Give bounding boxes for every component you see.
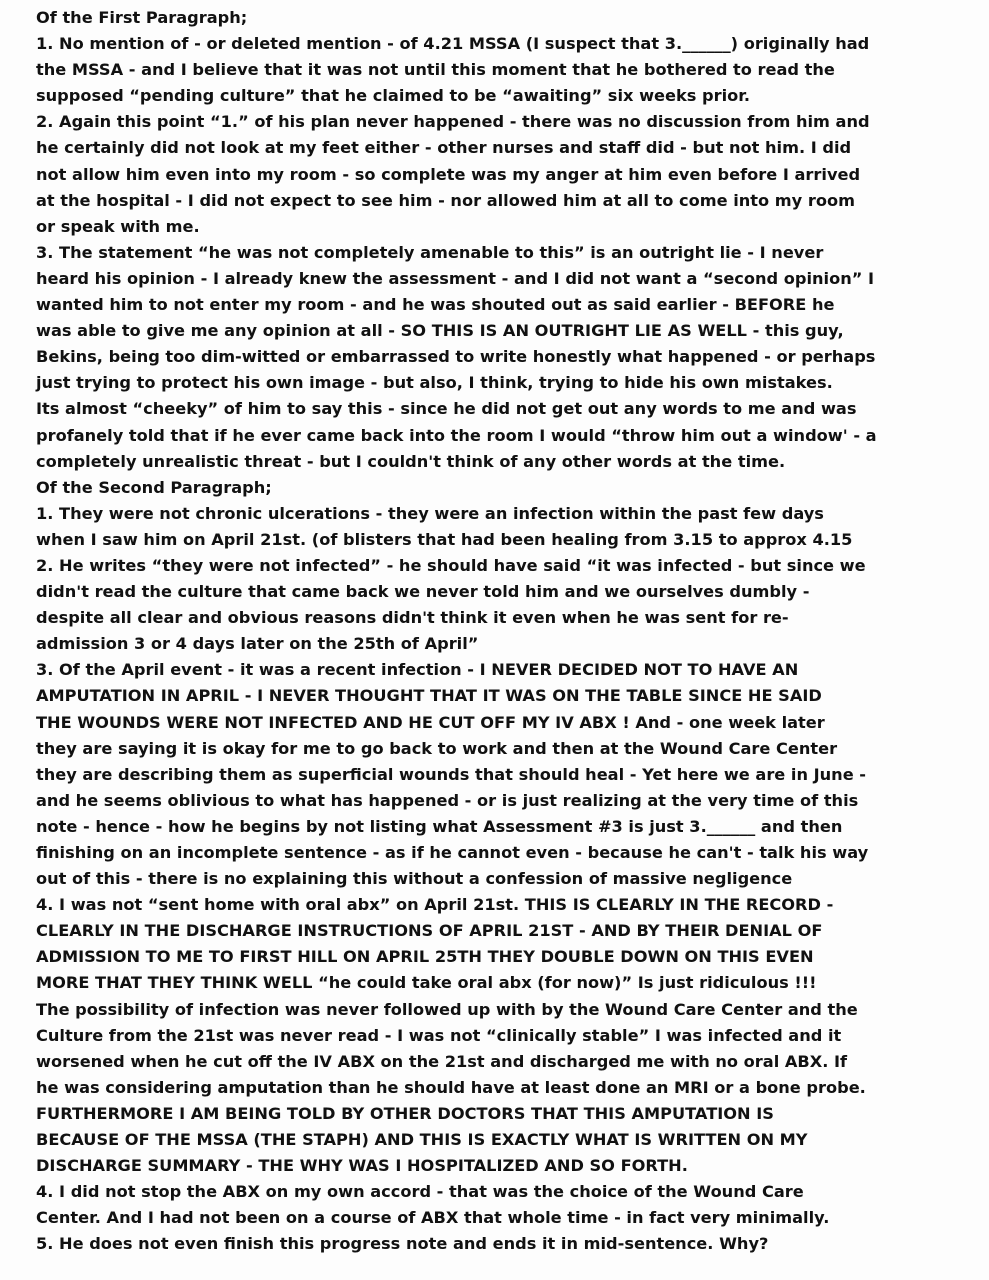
text-line: at the hospital - I did not expect to see him - nor allowed him at all to come into my room: [36, 190, 855, 210]
text-line: supposed “pending culture” that he claimed to be “awaiting” six weeks prior.: [36, 86, 751, 106]
text-line: was able to give me any opinion at all - SO THIS IS AN OUTRIGHT LIE AS WELL - this guy,: [36, 321, 844, 341]
text-line: he certainly did not look at my feet either - other nurses and staff did - but not him. I did: [36, 138, 852, 158]
text-line: 2. Again this point “1.” of his plan never happened - there was no discussion from him and: [36, 112, 870, 132]
text-line: the MSSA - and I believe that it was not until this moment that he bothered to read the: [36, 60, 835, 80]
text-line: AMPUTATION IN APRIL - I NEVER THOUGHT THAT IT WAS ON THE TABLE SINCE HE SAID: [36, 686, 822, 706]
text-line: MORE THAT THEY THINK WELL “he could take oral abx (for now)” Is just ridiculous !!!: [36, 973, 817, 993]
text-line: profanely told that if he ever came back into the room I would “throw him out a window' - a: [36, 425, 877, 445]
text-line: Its almost “cheeky” of him to say this - since he did not get out any words to me and was: [36, 399, 857, 419]
text-line: they are describing them as superficial wounds that should heal - Yet here we are in June -: [36, 764, 867, 784]
text-line: note - hence - how he begins by not listing what Assessment #3 is just 3.______ and then: [36, 816, 843, 836]
text-line: out of this - there is no explaining this without a confession of massive negligence: [36, 869, 793, 889]
text-line: The possibility of infection was never followed up with by the Wound Care Center and the: [36, 999, 858, 1019]
text-line: he was considering amputation than he should have at least done an MRI or a bone probe.: [36, 1077, 866, 1097]
text-line: 2. He writes “they were not infected” - he should have said “it was infected - but since we: [36, 555, 866, 575]
heading-first-paragraph: Of the First Paragraph;: [36, 8, 248, 27]
text-line: just trying to protect his own image - but also, I think, trying to hide his own mistakes.: [36, 373, 833, 393]
text-line: FURTHERMORE I AM BEING TOLD BY OTHER DOCTORS THAT THIS AMPUTATION IS: [36, 1103, 774, 1123]
text-line: CLEARLY IN THE DISCHARGE INSTRUCTIONS OF APRIL 21ST - AND BY THEIR DENIAL OF: [36, 921, 823, 941]
text-line: 1. No mention of - or deleted mention - of 4.21 MSSA (I suspect that 3.______) originally had: [36, 34, 870, 54]
text-line: 3. Of the April event - it was a recent infection - I NEVER DECIDED NOT TO HAVE AN: [36, 660, 799, 680]
text-line: admission 3 or 4 days later on the 25th of April”: [36, 634, 479, 654]
text-line: they are saying it is okay for me to go back to work and then at the Wound Care Center: [36, 738, 838, 758]
text-line: heard his opinion - I already knew the assessment - and I did not want a “second opinion” I: [36, 268, 875, 288]
text-line: not allow him even into my room - so complete was my anger at him even before I arrived: [36, 164, 861, 184]
text-line: finishing on an incomplete sentence - as if he cannot even - because he can't - talk his way: [36, 843, 869, 862]
text-line: and he seems oblivious to what has happened - or is just realizing at the very time of this: [36, 790, 859, 810]
text-line: DISCHARGE SUMMARY - THE WHY WAS I HOSPITALIZED AND SO FORTH.: [36, 1156, 688, 1176]
text-line: Culture from the 21st was never read - I was not “clinically stable” I was infected and it: [36, 1025, 842, 1045]
text-line: worsened when he cut off the IV ABX on the 21st and discharged me with no oral ABX. If: [36, 1051, 848, 1071]
text-line: ADMISSION TO ME TO FIRST HILL ON APRIL 25TH THEY DOUBLE DOWN ON THIS EVEN: [36, 947, 814, 967]
text-line: when I saw him on April 21st. (of blisters that had been healing from 3.15 to approx 4.15: [36, 529, 853, 549]
text-line: 5. He does not even finish this progress note and ends it in mid-sentence. Why?: [36, 1234, 769, 1254]
heading-second-paragraph: Of the Second Paragraph;: [36, 477, 272, 497]
text-line: Bekins, being too dim-witted or embarrassed to write honestly what happened - or perhaps: [36, 347, 876, 367]
document-text: [36, 5, 976, 1258]
text-line: completely unrealistic threat - but I couldn't think of any other words at the time.: [36, 451, 786, 471]
text-line: Center. And I had not been on a course of ABX that whole time - in fact very minimally.: [36, 1208, 830, 1228]
text-line: 4. I did not stop the ABX on my own accord - that was the choice of the Wound Care: [36, 1182, 804, 1202]
text-line: 4. I was not “sent home with oral abx” on April 21st. THIS IS CLEARLY IN THE RECORD -: [36, 895, 834, 915]
text-line: THE WOUNDS WERE NOT INFECTED AND HE CUT OFF MY IV ABX ! And - one week later: [36, 712, 825, 732]
text-line: or speak with me.: [36, 216, 200, 236]
text-line: 1. They were not chronic ulcerations - they were an infection within the past few days: [36, 503, 824, 523]
text-line: 3. The statement “he was not completely amenable to this” is an outright lie - I never: [36, 242, 824, 262]
text-line: BECAUSE OF THE MSSA (THE STAPH) AND THIS IS EXACTLY WHAT IS WRITTEN ON MY: [36, 1130, 808, 1150]
text-line: didn't read the culture that came back we never told him and we ourselves dumbly -: [36, 582, 810, 602]
text-line: wanted him to not enter my room - and he was shouted out as said earlier - BEFORE he: [36, 295, 835, 315]
text-line: despite all clear and obvious reasons didn't think it even when he was sent for re-: [36, 608, 789, 628]
